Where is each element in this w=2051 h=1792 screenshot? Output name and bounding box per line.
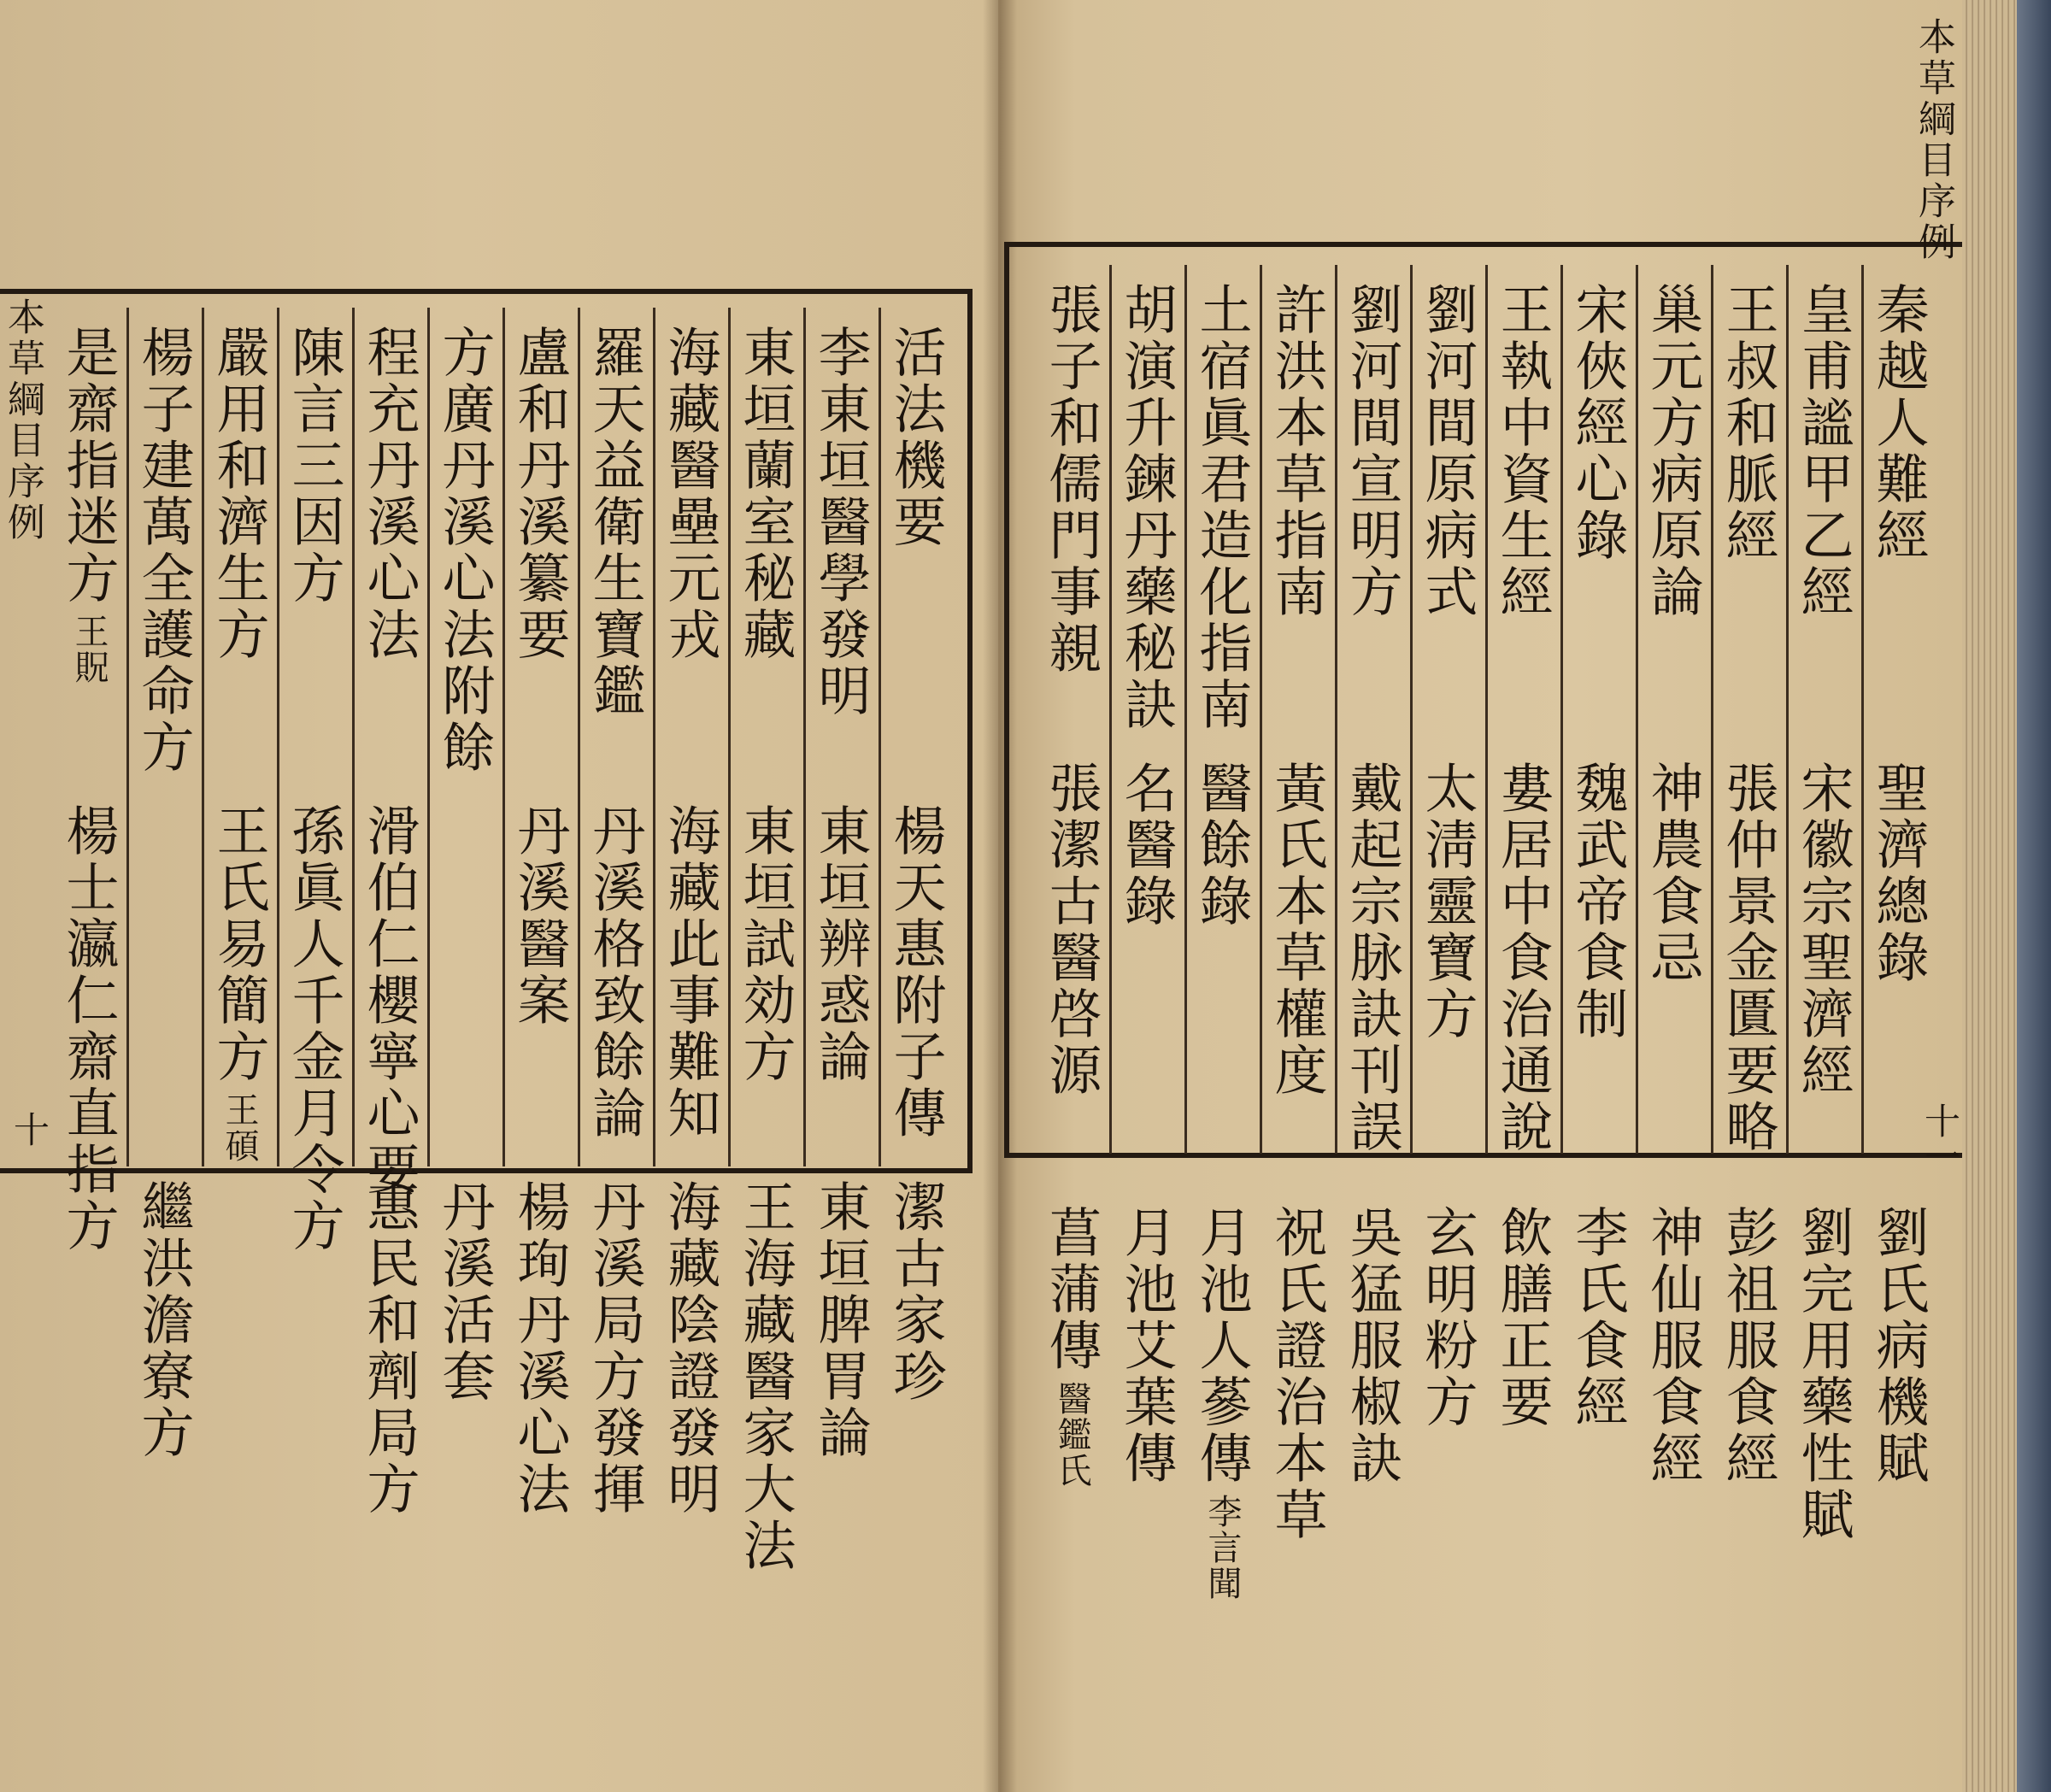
column-rule [1260,265,1262,1154]
entry-end: 東垣脾胃論 [809,1179,872,1461]
entry-end-note: 醫鑑氏 [1052,1381,1091,1489]
entry-sub: 東垣試効方 [734,803,796,1085]
entry-end: 吳猛服椒訣 [1341,1205,1403,1487]
entry-sub: 宋徽宗聖濟經 [1792,761,1854,1099]
column-rule [1861,265,1864,1154]
entry-end: 月池艾葉傳 [1115,1205,1178,1487]
entry-main: 皇甫謐甲乙經 [1792,282,1854,620]
entry-main: 程充丹溪心法 [358,325,420,663]
entry-sub: 東垣辨惑論 [809,803,872,1085]
column-rule [578,308,580,1166]
entry-end-note: 李言聞 [1202,1494,1242,1601]
entry-sub: 魏武帝食制 [1566,761,1629,1043]
entry-main: 楊子建萬全護命方 [132,325,195,776]
entry-main: 劉河間原病式 [1416,282,1478,620]
entry-sub: 婁居中食治通說 [1491,761,1554,1155]
entry-main: 羅天益衛生寶鑑 [584,325,646,720]
entry-end: 丹溪局方發揮 [584,1179,646,1518]
entry-sub: 名醫錄 [1115,761,1178,930]
column-rule [1485,265,1488,1154]
entry-end: 李氏食經 [1566,1205,1629,1431]
column-rule [1335,265,1337,1154]
entry-end: 海藏陰證發明 [659,1179,721,1518]
entry-main: 王叔和脈經 [1717,282,1779,564]
entry-sub: 孫眞人千金月令方 [283,803,345,1254]
right-running-title: 本草綱目序例 [1912,17,1955,263]
entry-sub: 張潔古醫啓源 [1040,761,1102,1099]
entry-sub: 聖濟總錄 [1867,761,1930,986]
column-rule [277,308,279,1166]
entry-end: 劉完用藥性賦 [1792,1205,1854,1543]
entry-main: 劉河間宣明方 [1341,282,1403,620]
entry-main: 許洪本草指南 [1266,282,1328,620]
column-rule [427,308,430,1166]
entry-main: 方廣丹溪心法附餘 [433,325,496,776]
entry-sub: 丹溪醫案 [508,803,571,1029]
entry-sub: 醫餘錄 [1190,761,1253,930]
entry-end: 潔古家珍 [884,1179,947,1405]
entry-end: 惠民和劑局方 [358,1179,420,1518]
page-edges [1962,0,2051,1792]
entry-sub: 楊天惠附子傳 [884,803,947,1142]
entry-main: 張子和儒門事親 [1040,282,1102,677]
entry-sub-note: 王碩 [220,1092,259,1164]
entry-end: 繼洪澹寮方 [132,1179,195,1461]
column-rule [1560,265,1563,1154]
entry-sub: 太淸靈寶方 [1416,761,1478,1043]
column-rule [1711,265,1713,1154]
column-rule [728,308,731,1166]
column-rule [803,308,806,1166]
right-folio: 十一 [1919,1102,1961,1174]
entry-sub: 滑伯仁櫻寧心要 [358,803,420,1198]
entry-end: 祝氏證治本草 [1266,1205,1328,1543]
entry-main-note: 王貺 [69,614,109,685]
entry-end: 彭祖服食經 [1717,1205,1779,1487]
column-rule [352,308,355,1166]
entry-main: 盧和丹溪纂要 [508,325,571,663]
entry-end: 楊珣丹溪心法 [508,1179,571,1518]
entry-sub: 黃氏本草權度 [1266,761,1328,1099]
column-rule [1184,265,1187,1154]
column-rule [1786,265,1789,1154]
entry-main: 秦越人難經 [1867,282,1930,564]
entry-main: 陳言三因方 [283,325,345,607]
column-rule [202,308,204,1166]
entry-end: 玄明粉方 [1416,1205,1478,1431]
entry-end: 菖蒲傳 [1040,1205,1102,1374]
column-rule [1109,265,1112,1154]
entry-end: 神仙服食經 [1642,1205,1704,1487]
entry-end: 劉氏病機賦 [1867,1205,1930,1487]
column-rule [126,308,129,1166]
entry-main: 李東垣醫學發明 [809,325,872,720]
entry-main: 土宿眞君造化指南 [1190,282,1253,733]
entry-end: 月池人蔘傳 [1190,1205,1253,1487]
entry-sub: 海藏此事難知 [659,803,721,1142]
entry-sub: 戴起宗脉訣刊誤 [1341,761,1403,1155]
entry-main: 東垣蘭室秘藏 [734,325,796,663]
entry-main: 海藏醫壘元戎 [659,325,721,663]
entry-main: 是齋指迷方 [57,325,120,607]
entry-sub: 楊士瀛仁齋直指方 [57,803,120,1254]
entry-sub: 張仲景金匱要略 [1717,761,1779,1155]
column-rule [1636,265,1638,1154]
entry-main: 嚴用和濟生方 [208,325,270,663]
entry-main: 胡演升鍊丹藥秘訣 [1115,282,1178,733]
entry-main: 活法機要 [884,325,947,550]
left-running-title: 本草綱目序例 [1,297,44,543]
column-rule [1410,265,1413,1154]
entry-main: 王執中資生經 [1491,282,1554,620]
column-rule [653,308,655,1166]
entry-sub: 神農食忌 [1642,761,1704,986]
entry-sub: 王氏易簡方 [208,803,270,1085]
entry-main: 巢元方病原論 [1642,282,1704,620]
entry-end: 丹溪活套 [433,1179,496,1405]
column-rule [879,308,881,1166]
entry-sub: 丹溪格致餘論 [584,803,646,1142]
left-folio: 十 [9,1111,50,1147]
entry-main: 宋俠經心錄 [1566,282,1629,564]
column-rule [502,308,505,1166]
entry-end: 王海藏醫家大法 [734,1179,796,1574]
entry-end: 飲膳正要 [1491,1205,1554,1431]
